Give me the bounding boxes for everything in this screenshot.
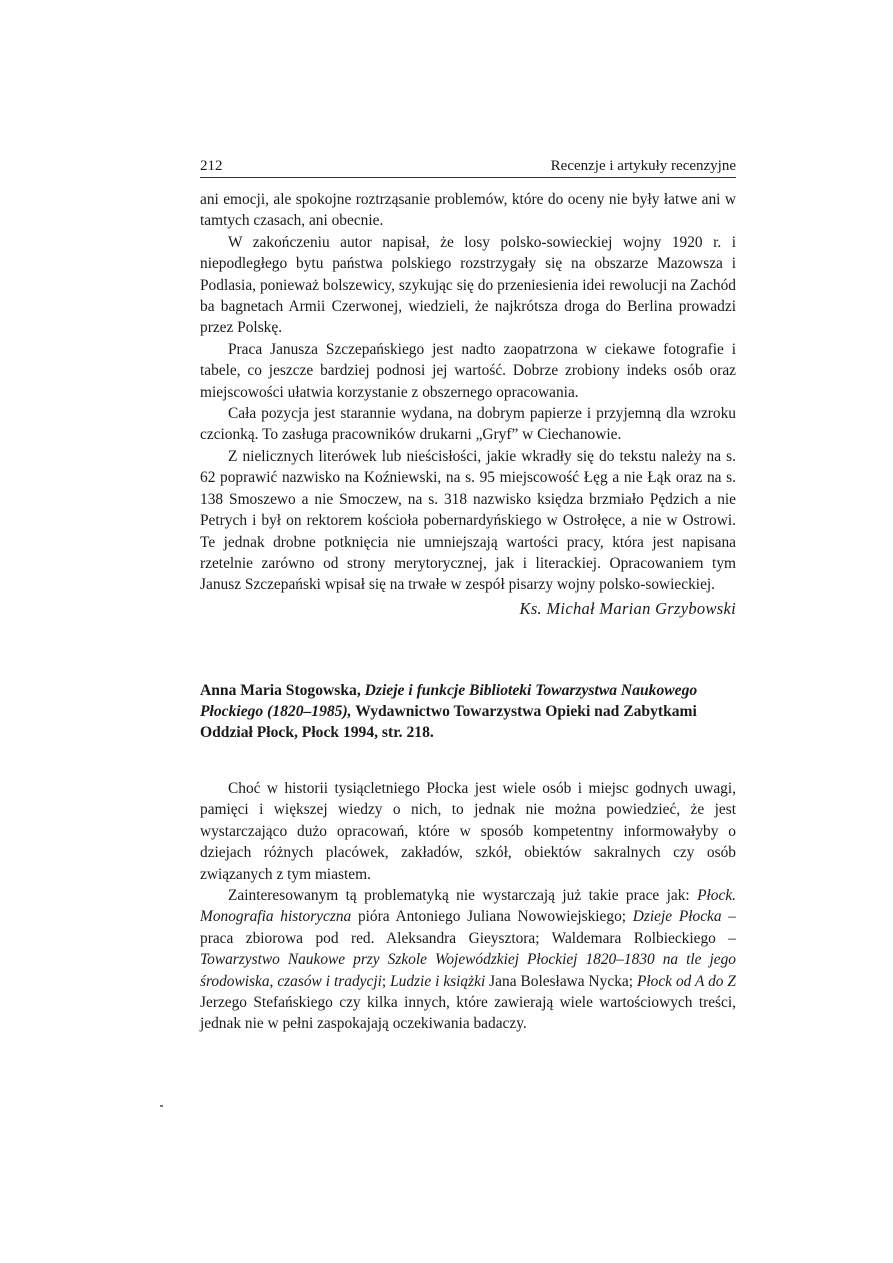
text-run: Zainteresowanym tą problematyką nie wystarczają już takie prace jak: bbox=[228, 887, 698, 905]
paragraph: Choć w historii tysiącletniego Płocka jest wiele osób i miejsc godnych uwagi, pamięci i większej wiedzy o nich, to jednak nie można powiedzieć, że jest wystarczająco dużo opracowań, które w sposób kompetentny informowałyby o dziejach różnych placówek, zakładów, szkół, obiektów sakralnych czy osób związanych z tym miastem. bbox=[200, 780, 736, 883]
cited-title: Ludzie i książki bbox=[390, 972, 486, 990]
text-run: Jerzego Stefańskiego czy kilka innych, które zawierają wiele wartościowych treści, jednak nie w pełni zaspokajają oczekiwania badaczy. bbox=[200, 994, 736, 1033]
text-run: ; bbox=[381, 972, 391, 990]
review-2-heading bbox=[200, 680, 736, 743]
paragraph: ani emocji, ale spokojne roztrząsanie problemów, które do oceny nie były łatwe ani w tamtych czasach, ani obecnie. bbox=[200, 191, 736, 230]
scan-speck bbox=[160, 1105, 163, 1107]
text-run: – praca zbiorowa pod red. Aleksandra Gieysztora; Waldemara Rolbieckiego bbox=[200, 908, 736, 947]
book-author: Anna Maria Stogowska, bbox=[200, 682, 361, 699]
cited-title: Płock od A do Z bbox=[636, 972, 736, 990]
paragraph: Praca Janusza Szczepańskiego jest nadto zaopatrzona w ciekawe fotografie i tabele, co jeszcze bardziej podnosi jej wartość. Dobrze zrobiony indeks osób oraz miejscowości ułatwia korzystanie z obszernego opracowania. bbox=[200, 340, 736, 401]
review-1-body bbox=[200, 189, 736, 596]
paragraph: Cała pozycja jest starannie wydana, na dobrym papierze i przyjemną dla wzroku czcionką. To zasługa pracowników drukarni „Gryf” w Ciechanowie. bbox=[200, 405, 736, 444]
paragraph bbox=[200, 885, 736, 1035]
running-title: Recenzje i artykuły recenzyjne bbox=[550, 158, 736, 174]
cited-title: – Towarzystwo Naukowe przy Szkole Wojewódzkiej Płockiej 1820–1830 na tle jego środowiska, czasów i tradycji bbox=[200, 929, 736, 990]
paragraph: Z nielicznych literówek lub nieścisłości, jakie wkradły się do tekstu należy na s. 62 poprawić nazwisko na Koźniewski, na s. 95 miejscowość Łęg a nie Łąk oraz na s. 138 Smoszewo a nie Smoczew, na s. 318 nazwisko księdza brzmiało Pędzich a nie Petrych i był on rektorem kościoła pobernardyńskiego w Ostrołęce, a nie w Ostrowi. Te jednak drobne potknięcia nie umniejszają wartości pracy, która jest napisana rzetelnie zarówno od strony merytorycznej, jak i literackiej. Opracowaniem tym Janusz Szczepański wpisał się na trwałe w zespół pisarzy wojny polsko-sowieckiej. bbox=[200, 447, 736, 594]
page-number: 212 bbox=[200, 158, 223, 174]
book-title: Dzieje i funkcje Biblioteki Towarzystwa Naukowego Płockiego (1820–1985), bbox=[200, 682, 698, 720]
reviewer-signature: Ks. Michał Marian Grzybowski bbox=[519, 599, 736, 618]
text-run: Jana Bolesława Nycka; bbox=[485, 972, 637, 990]
review-2-body bbox=[200, 778, 736, 1035]
book-publisher: Wydawnictwo Towarzystwa Opieki nad Zabytkami Oddział Płock, Płock 1994, str. 218. bbox=[200, 703, 697, 741]
paragraph: W zakończeniu autor napisał, że losy polsko-sowieckiej wojny 1920 r. i niepodległego bytu państwa polskiego rozstrzygały się na obszarze Mazowsza i Podlasia, ponieważ bolszewicy, szykując się do przeniesienia idei rewolucji na Zachód ba bagnetach Armii Czerwonej, wiedzieli, że najkrótsza droga do Berlina prowadzi przez Polskę. bbox=[200, 233, 736, 337]
cited-title: Dzieje Płocka bbox=[632, 908, 722, 926]
running-head bbox=[200, 157, 736, 178]
cited-title: Płock. Monografia historyczna bbox=[200, 887, 736, 926]
text-run: pióra Antoniego Juliana Nowowiejskiego; bbox=[351, 908, 633, 926]
